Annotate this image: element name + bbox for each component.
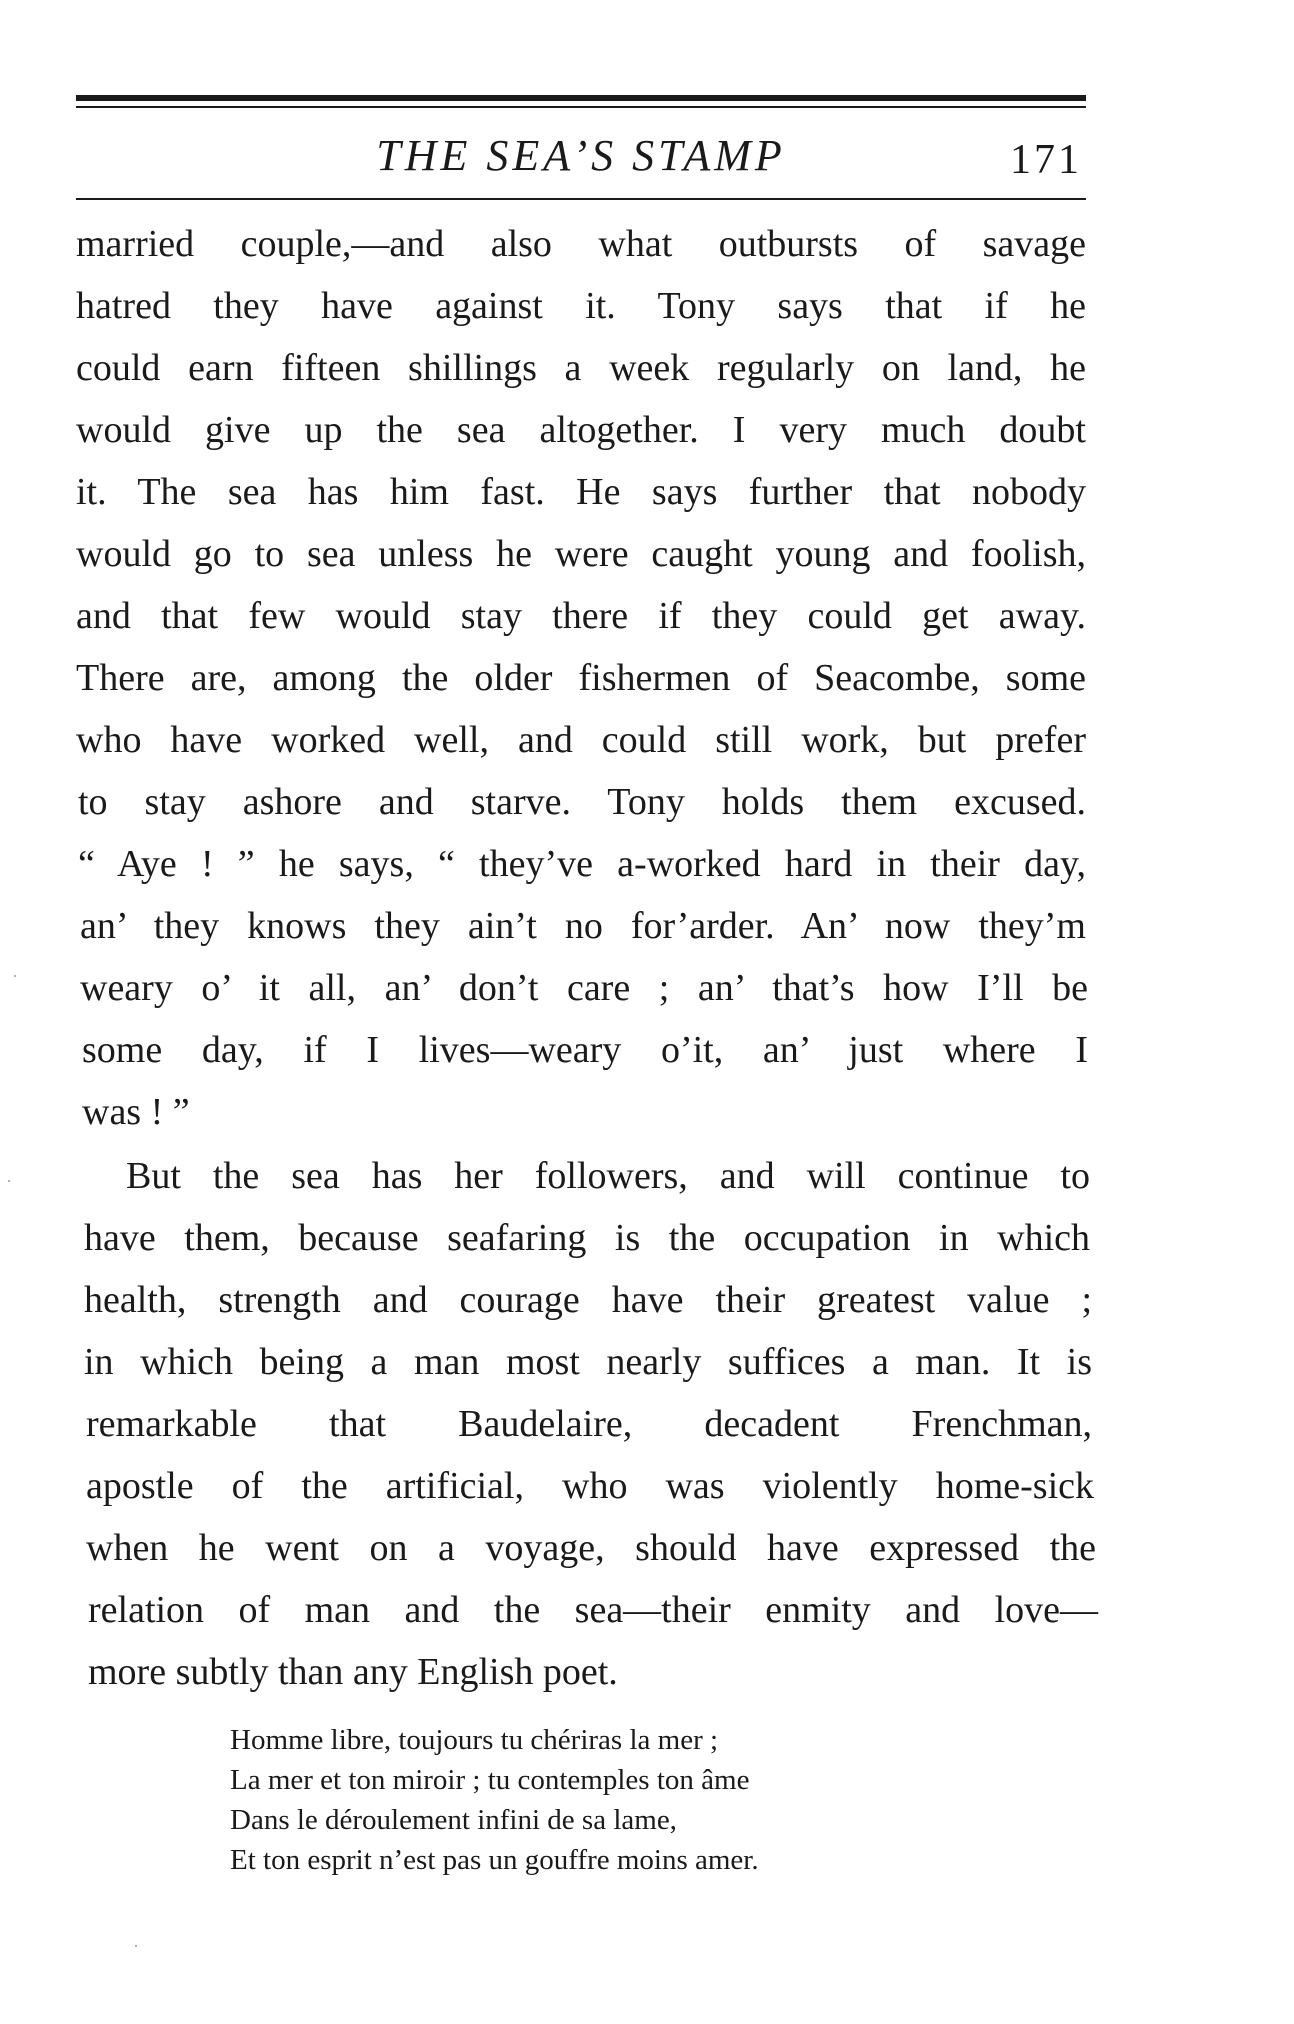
text-line: But the sea has her followers, and will continue to	[126, 1155, 1090, 1197]
text-line: weary o’ it all, an’ don’t care ; an’ that’s how I’ll be	[80, 967, 1088, 1009]
text-line: some day, if I lives—weary o’it, an’ just where I	[82, 1029, 1088, 1071]
running-head	[76, 126, 1086, 186]
text-line: would go to sea unless he were caught young and foolish,	[76, 533, 1086, 575]
text-line: in which being a man most nearly suffices a man. It is	[84, 1341, 1092, 1383]
text-line: There are, among the older fishermen of Seacombe, some	[76, 657, 1086, 699]
text-line: remarkable that Baudelaire, decadent Frenchman,	[86, 1403, 1092, 1445]
scan-speck	[8, 1180, 10, 1182]
text-line: an’ they knows they ain’t no for’arder. An’ now they’m	[80, 905, 1086, 947]
text-line: married couple,—and also what outbursts of savage	[76, 223, 1086, 265]
verse-line: Et ton esprit n’est pas un gouffre moins amer.	[230, 1844, 759, 1876]
text-line-last: more subtly than any English poet.	[88, 1651, 618, 1693]
running-title: THE SEA’S STAMP	[376, 131, 786, 180]
text-line: when he went on a voyage, should have expressed the	[86, 1527, 1096, 1569]
text-line-last: was ! ”	[82, 1091, 190, 1133]
scan-speck	[135, 1945, 137, 1947]
text-line: relation of man and the sea—their enmity and love—	[88, 1589, 1098, 1631]
verse-line: La mer et ton miroir ; tu contemples ton âme	[230, 1764, 750, 1796]
text-line: “ Aye ! ” he says, “ they’ve a-worked hard in their day,	[78, 843, 1086, 885]
text-line: hatred they have against it. Tony says that if he	[76, 285, 1086, 327]
verse-line: Dans le déroulement infini de sa lame,	[230, 1804, 677, 1836]
header-rule	[76, 198, 1086, 200]
text-line: health, strength and courage have their greatest value ;	[84, 1279, 1092, 1321]
top-rule-thin	[76, 106, 1086, 108]
text-line: could earn fifteen shillings a week regularly on land, he	[76, 347, 1086, 389]
text-line: and that few would stay there if they could get away.	[76, 595, 1086, 637]
scan-speck	[14, 975, 16, 977]
page-number: 171	[1010, 137, 1082, 183]
text-line: have them, because seafaring is the occupation in which	[84, 1217, 1090, 1259]
text-line: who have worked well, and could still work, but prefer	[76, 719, 1086, 761]
verse-line: Homme libre, toujours tu chériras la mer ;	[230, 1724, 719, 1756]
top-rule-thick	[76, 95, 1086, 101]
text-line: apostle of the artificial, who was violently home-sick	[86, 1465, 1094, 1507]
text-line: it. The sea has him fast. He says further that nobody	[76, 471, 1086, 513]
text-line: would give up the sea altogether. I very much doubt	[76, 409, 1086, 451]
text-line: to stay ashore and starve. Tony holds them excused.	[78, 781, 1086, 823]
